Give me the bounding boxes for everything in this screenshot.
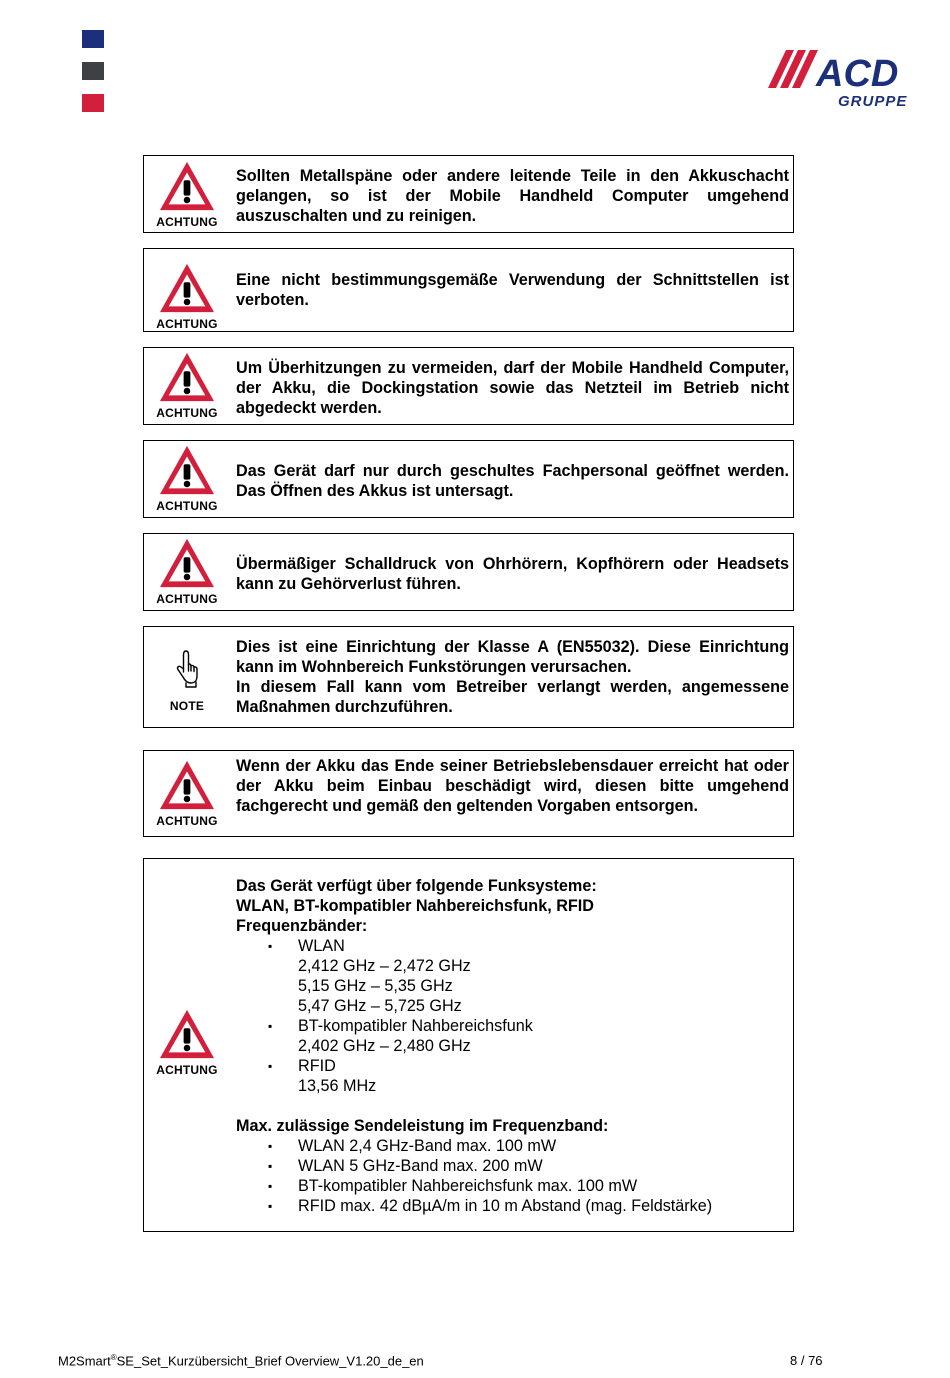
bullet-icon: ▪ (268, 1059, 273, 1073)
notice-box (143, 533, 794, 611)
pointing-hand-icon (174, 649, 200, 689)
brand-square-red (82, 94, 104, 112)
brand-square-blue (82, 30, 104, 48)
notice-label: ACHTUNG (156, 317, 218, 331)
list-item: ▪ RFID (268, 1057, 336, 1075)
notice-label: NOTE (169, 699, 205, 713)
svg-text:ACD: ACD (816, 53, 899, 95)
warning-triangle-icon (157, 159, 217, 213)
notice-label: ACHTUNG (156, 406, 218, 420)
band-range: 13,56 MHz (298, 1077, 377, 1095)
warning-triangle-icon (157, 758, 217, 812)
bullet-icon: ▪ (268, 1199, 273, 1213)
acd-logo (766, 48, 918, 110)
warning-triangle-icon (157, 350, 217, 404)
list-item: ▪ WLAN 2,4 GHz-Band max. 100 mW (268, 1137, 557, 1155)
note-text-line: Dies ist eine Einrichtung der Klasse A (EN55032). Diese Einrichtung kann im Wohnbereich Funkstörungen verursachen. (236, 638, 789, 676)
bullet-icon: ▪ (268, 1179, 273, 1193)
band-range: 5,15 GHz – 5,35 GHz (298, 977, 453, 995)
svg-text:GRUPPE: GRUPPE (838, 93, 908, 110)
notice-text: Das Gerät darf nur durch geschultes Fachpersonal geöffnet werden. Das Öffnen des Akkus ist untersagt. (236, 462, 789, 500)
frequency-bands-heading: Frequenzbänder: (236, 917, 368, 935)
radio-systems-list: WLAN, BT-kompatibler Nahbereichsfunk, RFID (236, 897, 594, 915)
band-range: 5,47 GHz – 5,725 GHz (298, 997, 462, 1015)
note-text-line: In diesem Fall kann vom Betreiber verlangt werden, angemessene Maßnahmen durchzuführen. (236, 678, 789, 716)
notice-box (143, 347, 794, 425)
list-item: ▪ WLAN 5 GHz-Band max. 200 mW (268, 1157, 543, 1175)
frequency-bands-list (236, 936, 789, 956)
max-power-list (236, 1136, 789, 1216)
max-power-heading: Max. zulässige Sendeleistung im Frequenzband: (236, 1117, 609, 1135)
band-range: 2,412 GHz – 2,472 GHz (298, 957, 471, 975)
band-range: 2,402 GHz – 2,480 GHz (298, 1037, 471, 1055)
notice-label: ACHTUNG (156, 499, 218, 513)
bullet-icon: ▪ (268, 939, 273, 953)
list-item: ▪ WLAN (268, 937, 345, 955)
notice-text: Wenn der Akku das Ende seiner Betriebslebensdauer erreicht hat oder der Akku beim Einbau beschädigt wird, diesen bitte umgehend fachgerecht und gemäß den geltenden Vorgaben entsorgen. (236, 757, 789, 815)
notice-box (143, 440, 794, 518)
warning-triangle-icon (157, 261, 217, 315)
notice-box (143, 155, 794, 233)
notice-label: ACHTUNG (156, 215, 218, 229)
notice-text: Eine nicht bestimmungsgemäße Verwendung der Schnittstellen ist verboten. (236, 271, 789, 309)
notice-text: Sollten Metallspäne oder andere leitende Teile in den Akkuschacht gelangen, so ist der Mobile Handheld Computer umgehend auszuschalten und zu reinigen. (236, 167, 789, 225)
radio-systems-box (143, 858, 794, 1232)
bullet-icon: ▪ (268, 1139, 273, 1153)
notice-label: ACHTUNG (156, 1063, 218, 1077)
notice-box (143, 750, 794, 837)
notice-text (236, 637, 789, 717)
notice-label: ACHTUNG (156, 814, 218, 828)
radio-intro: Das Gerät verfügt über folgende Funksysteme: (236, 877, 597, 895)
warning-triangle-icon (157, 443, 217, 497)
notice-text: Um Überhitzungen zu vermeiden, darf der Mobile Handheld Computer, der Akku, die Dockingstation sowie das Netzteil im Betrieb nicht abgedeckt werden. (236, 359, 789, 417)
bullet-icon: ▪ (268, 1019, 273, 1033)
radio-systems-text (236, 876, 789, 1216)
list-item: ▪ RFID max. 42 dBµA/m in 10 m Abstand (mag. Feldstärke) (268, 1197, 713, 1215)
footer-document-name: M2Smart®SE_Set_Kurzübersicht_Brief Overview_V1.20_de_en (58, 1353, 424, 1369)
brand-square-gray (82, 62, 104, 80)
note-box (143, 626, 794, 728)
list-item: ▪ BT-kompatibler Nahbereichsfunk (268, 1017, 533, 1035)
list-item: ▪ BT-kompatibler Nahbereichsfunk max. 100 mW (268, 1177, 638, 1195)
warning-triangle-icon (157, 1007, 217, 1061)
bullet-icon: ▪ (268, 1159, 273, 1173)
warning-triangle-icon (157, 536, 217, 590)
notice-label: ACHTUNG (156, 592, 218, 606)
footer-page-number: 8 / 76 (790, 1353, 823, 1368)
notice-box (143, 248, 794, 332)
notice-text: Übermäßiger Schalldruck von Ohrhörern, Kopfhörern oder Headsets kann zu Gehörverlust führen. (236, 555, 789, 593)
